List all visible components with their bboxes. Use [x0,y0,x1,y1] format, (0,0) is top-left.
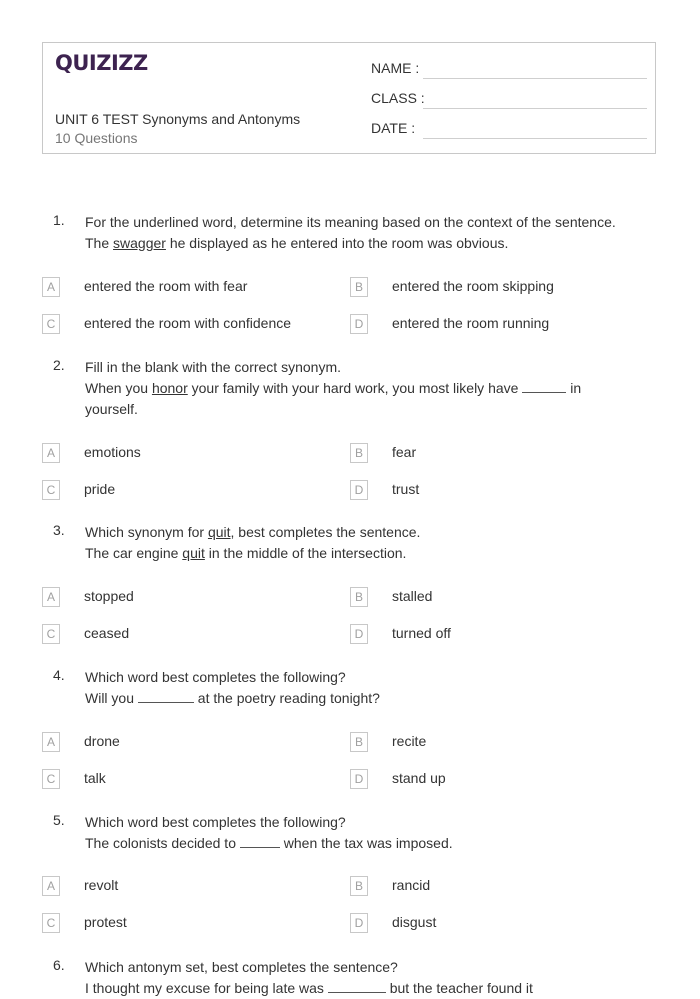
sentence-text: in the middle of the intersection. [204,545,407,561]
option-letter-d: D [350,769,368,789]
option-text: stalled [392,588,433,604]
underlined-word: honor [151,380,188,396]
option-text: drone [84,733,120,749]
option-text: entered the room with fear [84,278,248,294]
option-letter-d: D [350,624,368,644]
question-number: 1. [53,212,65,228]
worksheet-header [42,42,656,154]
underlined-word: swagger [113,235,166,251]
question-text [85,212,650,254]
class-field[interactable] [423,108,647,109]
option-text: trust [392,481,420,497]
option-letter-c: C [42,913,60,933]
answer-blank [522,379,566,393]
option-letter-d: D [350,480,368,500]
question-text [85,357,650,420]
question-number: 6. [53,957,65,973]
question-count: 10 Questions [55,130,138,146]
option-letter-b: B [350,732,368,752]
quizizz-logo: QUIZIZZ [55,51,148,75]
option-text: stopped [84,588,134,604]
option-letter-c: C [42,480,60,500]
question-prompt: Fill in the blank with the correct synonym. [85,359,341,375]
sentence-text: at the poetry reading tonight? [193,690,380,706]
name-field[interactable] [423,78,647,79]
question-sentence [85,833,650,854]
question-text [85,812,650,854]
name-label: NAME : [371,60,420,76]
question-sentence [85,233,650,254]
option-letter-b: B [350,277,368,297]
option-letter-c: C [42,314,60,334]
option-letter-c: C [42,769,60,789]
sentence-text: When you [85,380,152,396]
option-text: entered the room running [392,315,550,331]
sentence-text: your family with your hard work, you most likely have [187,380,523,396]
option-text: entered the room skipping [392,278,554,294]
sentence-text: but the teacher found it [385,980,533,996]
question-number: 5. [53,812,65,828]
question-prompt: Which word best completes the following? [85,814,346,830]
option-text: emotions [84,444,141,460]
option-letter-a: A [42,876,60,896]
date-label: DATE : [371,120,416,136]
question-number: 2. [53,357,65,373]
question-prompt [85,522,650,543]
question-text [85,667,650,709]
sentence-text: The [85,235,114,251]
option-letter-a: A [42,732,60,752]
option-text: stand up [392,770,446,786]
class-label: CLASS : [371,90,425,106]
question-number: 4. [53,667,65,683]
sentence-text: when the tax was imposed. [279,835,453,851]
option-letter-c: C [42,624,60,644]
test-title: UNIT 6 TEST Synonyms and Antonyms [55,111,301,127]
answer-blank [328,979,386,993]
option-letter-a: A [42,443,60,463]
option-text: disgust [392,914,437,930]
question-sentence [85,978,650,999]
option-text: revolt [84,877,119,893]
sentence-text: in [566,380,582,396]
sentence-text: I thought my excuse for being late was [85,980,328,996]
option-text: rancid [392,877,431,893]
option-text: fear [392,444,417,460]
option-text: recite [392,733,427,749]
sentence-text: Will you [85,690,138,706]
option-letter-b: B [350,876,368,896]
underlined-word: quit [182,545,205,561]
date-field[interactable] [423,138,647,139]
sentence-text: The colonists decided to [85,835,240,851]
question-prompt: Which word best completes the following? [85,669,346,685]
question-text [85,957,650,999]
question-sentence-cont: yourself. [85,401,138,417]
option-text: talk [84,770,106,786]
option-letter-a: A [42,587,60,607]
answer-blank [138,689,194,703]
sentence-text: The car engine [85,545,183,561]
question-sentence [85,378,650,399]
sentence-text: he displayed as he entered into the room was obvious. [165,235,509,251]
option-letter-b: B [350,587,368,607]
underlined-word: quit [207,524,231,540]
option-letter-d: D [350,314,368,334]
option-text: entered the room with confidence [84,315,292,331]
question-prompt: Which antonym set, best completes the sentence? [85,959,398,975]
question-sentence [85,543,650,564]
question-prompt: For the underlined word, determine its meaning based on the context of the sentence. [85,214,616,230]
option-text: protest [84,914,127,930]
prompt-text: Which synonym for [85,524,208,540]
option-text: turned off [392,625,451,641]
option-letter-d: D [350,913,368,933]
option-letter-b: B [350,443,368,463]
question-number: 3. [53,522,65,538]
option-text: ceased [84,625,130,641]
option-text: pride [84,481,116,497]
question-sentence [85,688,650,709]
prompt-text: , best completes the sentence. [230,524,421,540]
option-letter-a: A [42,277,60,297]
answer-blank [240,834,280,848]
question-text [85,522,650,564]
